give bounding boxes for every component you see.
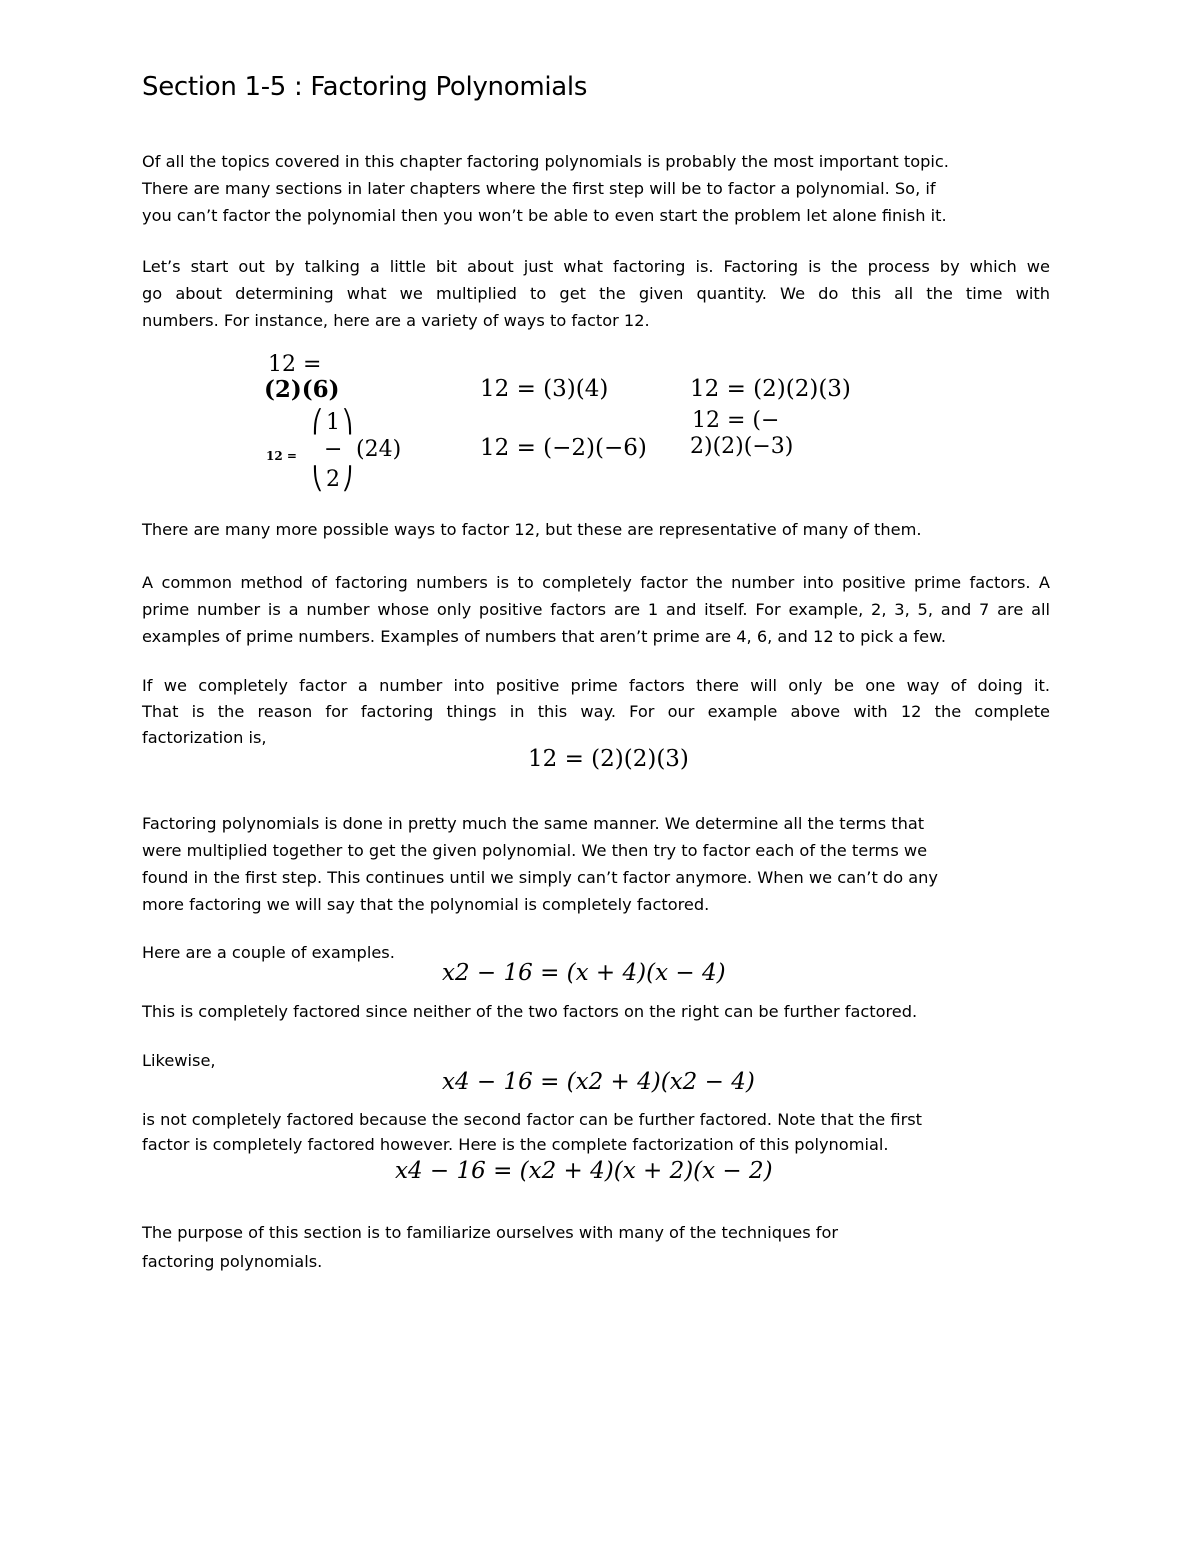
example-a-rhs: (2)(6): [264, 376, 340, 403]
prime-factors-paragraph: [142, 569, 1050, 650]
example-b: 12 = (3)(4): [480, 376, 609, 402]
text-line: you can’t factor the polynomial then you won’t be able to even start the problem let alone finish it.: [142, 206, 947, 225]
example-d-denominator: 2: [326, 467, 340, 492]
text-line: A common method of factoring numbers is to completely factor the number into positive prime factors. A: [142, 573, 1050, 592]
equation-3: x4 − 16 = (x2 + 4)(x + 2)(x − 2): [395, 1158, 773, 1184]
text-line: Likewise,: [142, 1051, 216, 1070]
unique-factorization-paragraph: [142, 673, 1050, 751]
text-line: examples of prime numbers. Examples of numbers that aren’t prime are 4, 6, and 12 to pick a few.: [142, 627, 946, 646]
factoring-definition-paragraph: [142, 253, 1050, 334]
text-line: factorization is,: [142, 728, 267, 747]
text-line: Here are a couple of examples.: [142, 943, 395, 962]
text-line: is not completely factored because the second factor can be further factored. Note that the first: [142, 1110, 923, 1129]
example-d-brace-bottom-right: ⎠: [342, 467, 353, 492]
complete-factorization-equation: 12 = (2)(2)(3): [528, 746, 689, 772]
not-completely-factored-paragraph: [142, 1107, 1050, 1157]
example-d-sign: −: [324, 437, 343, 462]
text-line: If we completely factor a number into positive prime factors there will only be one way of doing it.: [142, 676, 1050, 695]
section-title: Section 1-5 : Factoring Polynomials: [142, 72, 588, 102]
text-line: Factoring polynomials is done in pretty much the same manner. We determine all the terms that: [142, 814, 925, 833]
example-d-brace-top: ⎛: [312, 410, 323, 435]
example-d-numerator: 1: [326, 410, 340, 435]
text-line: were multiplied together to get the given polynomial. We then try to factor each of the terms we: [142, 841, 928, 860]
example-d-brace-top-right: ⎞: [342, 410, 353, 435]
example-d-brace-bottom: ⎝: [312, 467, 323, 492]
intro-paragraph: [142, 148, 1050, 229]
completely-factored-note: [142, 998, 1050, 1025]
text-line: That is the reason for factoring things in this way. For our example above with 12 the complete: [142, 702, 1050, 721]
equation-1: x2 − 16 = (x + 4)(x − 4): [442, 960, 726, 986]
example-a-lhs: 12 =: [268, 352, 322, 377]
text-line: numbers. For instance, here are a variety of ways to factor 12.: [142, 311, 650, 330]
purpose-paragraph: [142, 1218, 1050, 1276]
text-line: found in the first step. This continues until we simply can’t factor anymore. When we can’t do any: [142, 868, 939, 887]
equation-2: x4 − 16 = (x2 + 4)(x2 − 4): [442, 1069, 755, 1095]
text-line: more factoring we will say that the polynomial is completely factored.: [142, 895, 710, 914]
representative-paragraph: [142, 516, 1050, 543]
example-f-line1: 12 = (−: [692, 408, 780, 433]
text-line: The purpose of this section is to familiarize ourselves with many of the techniques for: [142, 1223, 839, 1242]
text-line: factor is completely factored however. Here is the complete factorization of this polynomial.: [142, 1135, 889, 1154]
text-line: There are many more possible ways to factor 12, but these are representative of many of them.: [142, 520, 922, 539]
text-line: prime number is a number whose only positive factors are 1 and itself. For example, 2, 3, 5, and 7 are all: [142, 600, 1050, 619]
text-line: factoring polynomials.: [142, 1252, 323, 1271]
text-line: go about determining what we multiplied to get the given quantity. We do this all the time with: [142, 284, 1050, 303]
example-d-lhs: 12 =: [266, 449, 297, 463]
example-d-rhs: (24): [356, 437, 402, 462]
example-c: 12 = (2)(2)(3): [690, 376, 851, 402]
example-e: 12 = (−2)(−6): [480, 435, 647, 461]
text-line: There are many sections in later chapters where the first step will be to factor a polynomial. So, if: [142, 179, 936, 198]
text-line: Of all the topics covered in this chapter factoring polynomials is probably the most important topic.: [142, 152, 949, 171]
polynomial-factoring-paragraph: [142, 810, 1050, 918]
text-line: Let’s start out by talking a little bit about just what factoring is. Factoring is the process by which we: [142, 257, 1050, 276]
text-line: This is completely factored since neither of the two factors on the right can be further factored.: [142, 1002, 918, 1021]
example-f-line2: 2)(2)(−3): [690, 434, 794, 459]
